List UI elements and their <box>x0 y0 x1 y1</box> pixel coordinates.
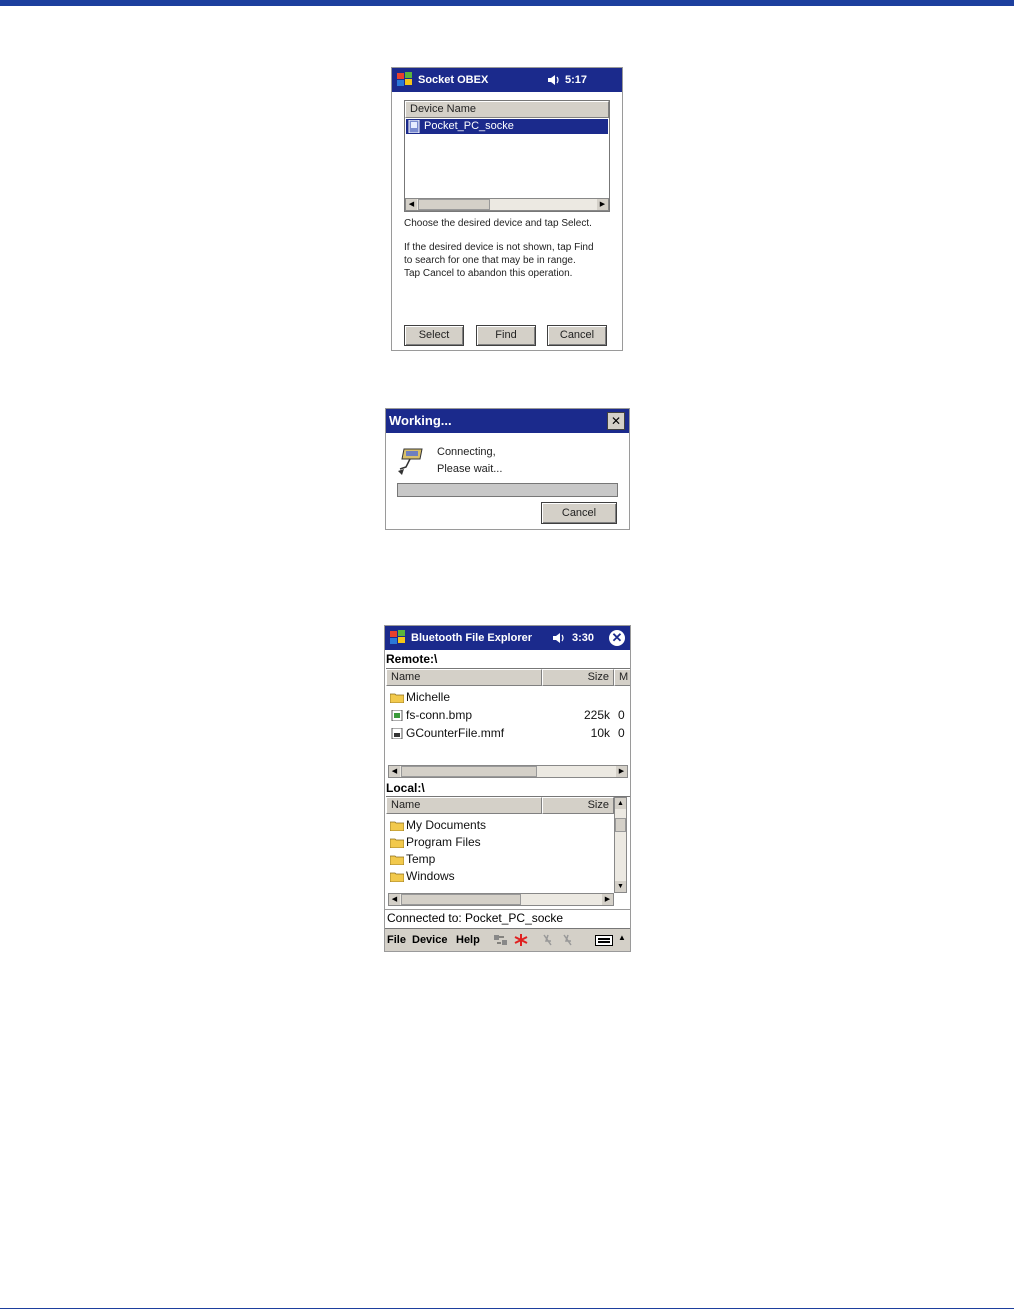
close-icon: ✕ <box>611 630 623 645</box>
windows-start-icon[interactable] <box>388 628 408 648</box>
folder-name: Program Files <box>406 835 481 849</box>
clock: 3:30 <box>572 632 595 644</box>
file-name: Michelle <box>406 690 451 704</box>
progress-bar <box>397 483 618 497</box>
column-header-modified[interactable]: M <box>614 669 631 686</box>
connecting-device-icon <box>396 445 428 477</box>
folder-name: My Documents <box>406 818 487 832</box>
speaker-icon[interactable] <box>551 631 565 645</box>
folder-icon <box>390 837 404 848</box>
folder-row[interactable] <box>390 834 481 851</box>
scroll-down-icon[interactable]: ▼ <box>615 881 626 892</box>
scroll-thumb[interactable] <box>615 818 626 832</box>
instruction-find-line-1: If the desired device is not shown, tap Find <box>404 242 594 253</box>
dialog-title-bar <box>386 409 629 433</box>
column-header-name[interactable]: Name <box>386 669 542 686</box>
folder-icon <box>390 820 404 831</box>
folder-name: Temp <box>406 852 436 866</box>
instruction-find-line-2: to search for one that may be in range. <box>404 255 576 266</box>
file-row[interactable] <box>390 689 628 706</box>
scroll-left-icon[interactable]: ◀ <box>406 199 417 210</box>
window-title: Bluetooth File Explorer <box>411 632 533 644</box>
top-rule <box>0 0 1014 6</box>
device-name: Pocket_PC_socke <box>424 120 514 132</box>
scroll-left-icon[interactable]: ◀ <box>389 766 400 777</box>
file-modified: 0 <box>618 726 625 740</box>
column-header-size[interactable]: Size <box>542 797 614 814</box>
folder-row[interactable] <box>390 868 455 885</box>
close-button[interactable] <box>607 412 625 430</box>
close-icon: ✕ <box>610 414 622 428</box>
title-bar <box>385 626 630 650</box>
disconnect-icon[interactable] <box>541 933 555 947</box>
select-button[interactable]: Select <box>404 325 464 346</box>
status-bar <box>385 909 630 927</box>
instruction-find-line-3: Tap Cancel to abandon this operation. <box>404 268 573 279</box>
file-icon <box>390 728 404 739</box>
horizontal-scrollbar[interactable] <box>388 893 614 906</box>
file-size: 10k <box>590 726 610 740</box>
speaker-icon[interactable] <box>546 73 560 87</box>
file-name: fs-conn.bmp <box>406 708 473 722</box>
horizontal-scrollbar[interactable] <box>388 765 628 778</box>
connection-status: Connected to: Pocket_PC_socke <box>387 911 564 925</box>
cancel-button[interactable]: Cancel <box>547 325 607 346</box>
file-modified: 0 <box>618 708 625 722</box>
socket-obex-screenshot <box>391 67 623 351</box>
stop-icon[interactable] <box>513 933 529 947</box>
scroll-thumb[interactable] <box>401 894 521 905</box>
dialog-title: Working... <box>389 413 452 428</box>
menu-device[interactable]: Device <box>412 934 448 946</box>
local-path-label: Local:\ <box>386 781 425 795</box>
scroll-right-icon[interactable]: ▶ <box>597 199 608 210</box>
scroll-right-icon[interactable]: ▶ <box>616 766 627 777</box>
column-header-device-name[interactable]: Device Name <box>405 101 609 118</box>
scroll-thumb[interactable] <box>418 199 490 210</box>
folder-row[interactable] <box>390 851 435 868</box>
instruction-select: Choose the desired device and tap Select. <box>404 218 592 229</box>
window-title: Socket OBEX <box>418 74 489 86</box>
remote-file-list[interactable] <box>386 668 631 780</box>
find-button[interactable]: Find <box>476 325 536 346</box>
menu-bar <box>385 928 630 951</box>
folder-icon <box>390 854 404 865</box>
remote-path-label: Remote:\ <box>386 652 438 666</box>
list-item-selected[interactable] <box>406 119 608 134</box>
file-size: 225k <box>583 708 610 722</box>
folder-icon <box>390 871 404 882</box>
transfer-icon[interactable] <box>493 933 509 947</box>
file-row[interactable] <box>390 725 628 742</box>
folder-name: Windows <box>406 869 455 883</box>
scroll-right-icon[interactable]: ▶ <box>602 894 613 905</box>
bluetooth-file-explorer-screenshot <box>384 625 631 952</box>
device-list[interactable] <box>404 100 610 212</box>
keyboard-icon[interactable] <box>595 935 613 946</box>
file-name: GCounterFile.mmf <box>406 726 505 740</box>
column-header-size[interactable]: Size <box>542 669 614 686</box>
pocket-pc-device-icon <box>408 120 420 133</box>
bottom-rule <box>0 1308 1014 1309</box>
scroll-thumb[interactable] <box>401 766 537 777</box>
column-header-name[interactable]: Name <box>386 797 542 814</box>
title-bar <box>392 68 622 92</box>
scroll-left-icon[interactable]: ◀ <box>389 894 400 905</box>
local-file-list[interactable] <box>386 796 631 908</box>
folder-row[interactable] <box>390 817 486 834</box>
cancel-button[interactable]: Cancel <box>541 502 617 524</box>
message-line-1: Connecting, <box>437 446 496 458</box>
vertical-scrollbar[interactable] <box>614 797 627 893</box>
message-line-2: Please wait... <box>437 463 503 475</box>
scroll-up-icon[interactable]: ▲ <box>615 798 626 809</box>
input-panel-arrow-icon[interactable]: ▲ <box>618 933 626 942</box>
working-dialog-screenshot <box>385 408 630 530</box>
clock: 5:17 <box>565 74 588 86</box>
file-row[interactable] <box>390 707 628 724</box>
windows-start-icon[interactable] <box>395 70 415 90</box>
connect-icon[interactable] <box>561 933 575 947</box>
image-file-icon <box>390 710 404 721</box>
menu-file[interactable]: File <box>387 934 406 946</box>
close-app-button[interactable] <box>609 630 625 646</box>
menu-help[interactable]: Help <box>456 934 480 946</box>
folder-icon <box>390 692 404 703</box>
horizontal-scrollbar[interactable] <box>405 198 609 211</box>
